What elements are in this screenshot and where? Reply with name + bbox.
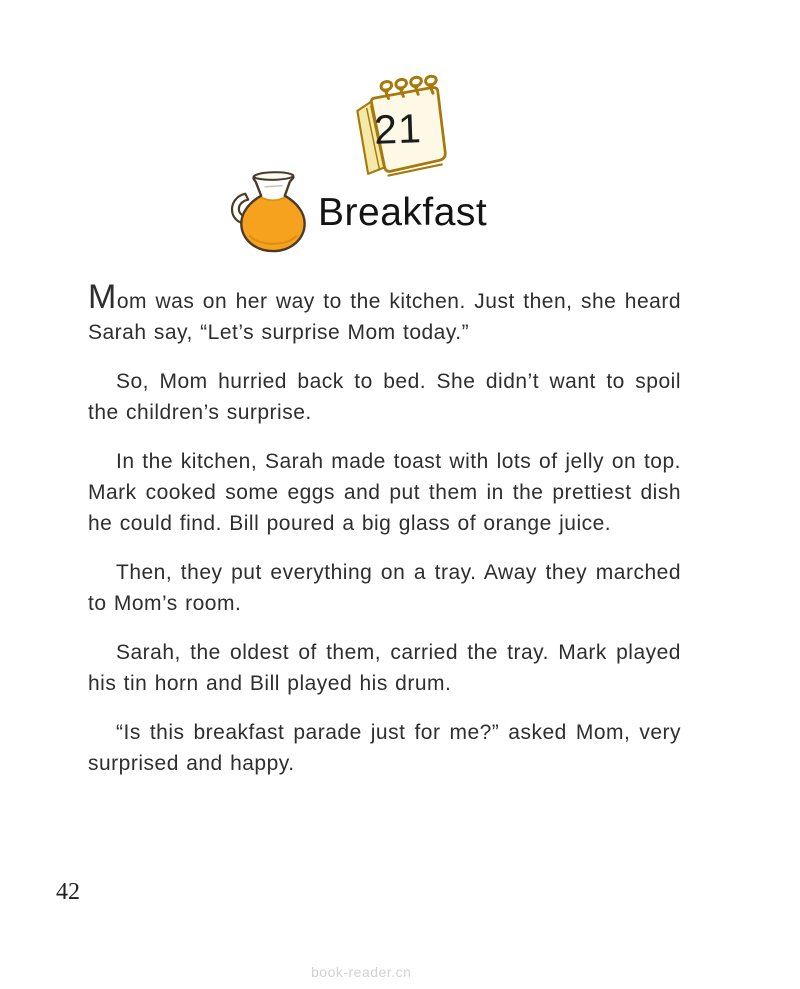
calendar-day-number: 21 bbox=[373, 105, 423, 153]
story-paragraph: Sarah, the oldest of them, carried the tray. Mark played his tin horn and Bill played his drum. bbox=[88, 641, 681, 695]
story-paragraph: Then, they put everything on a tray. Away they marched to Mom’s room. bbox=[88, 561, 681, 615]
calendar-icon bbox=[344, 72, 452, 178]
lead-paragraph-text: om was on her way to the kitchen. Just then, she heard Sarah say, “Let’s surprise Mom today.” bbox=[88, 290, 681, 344]
story-paragraph-lead bbox=[88, 278, 681, 348]
lead-initial-capital: M bbox=[88, 278, 117, 316]
juice-pitcher-icon bbox=[224, 166, 316, 260]
page-number: 42 bbox=[56, 879, 80, 905]
story-paragraph: So, Mom hurried back to bed. She didn’t want to spoil the children’s surprise. bbox=[88, 370, 681, 424]
page-title: Breakfast bbox=[318, 191, 488, 234]
story-paragraph: “Is this breakfast parade just for me?” asked Mom, very surprised and happy. bbox=[88, 721, 681, 775]
story-text bbox=[88, 278, 681, 779]
watermark-text: book-reader.cn bbox=[311, 964, 412, 980]
story-paragraph: In the kitchen, Sarah made toast with lots of jelly on top. Mark cooked some eggs and put them in the prettiest dish he could find. Bill poured a big glass of orange juice. bbox=[88, 450, 681, 535]
